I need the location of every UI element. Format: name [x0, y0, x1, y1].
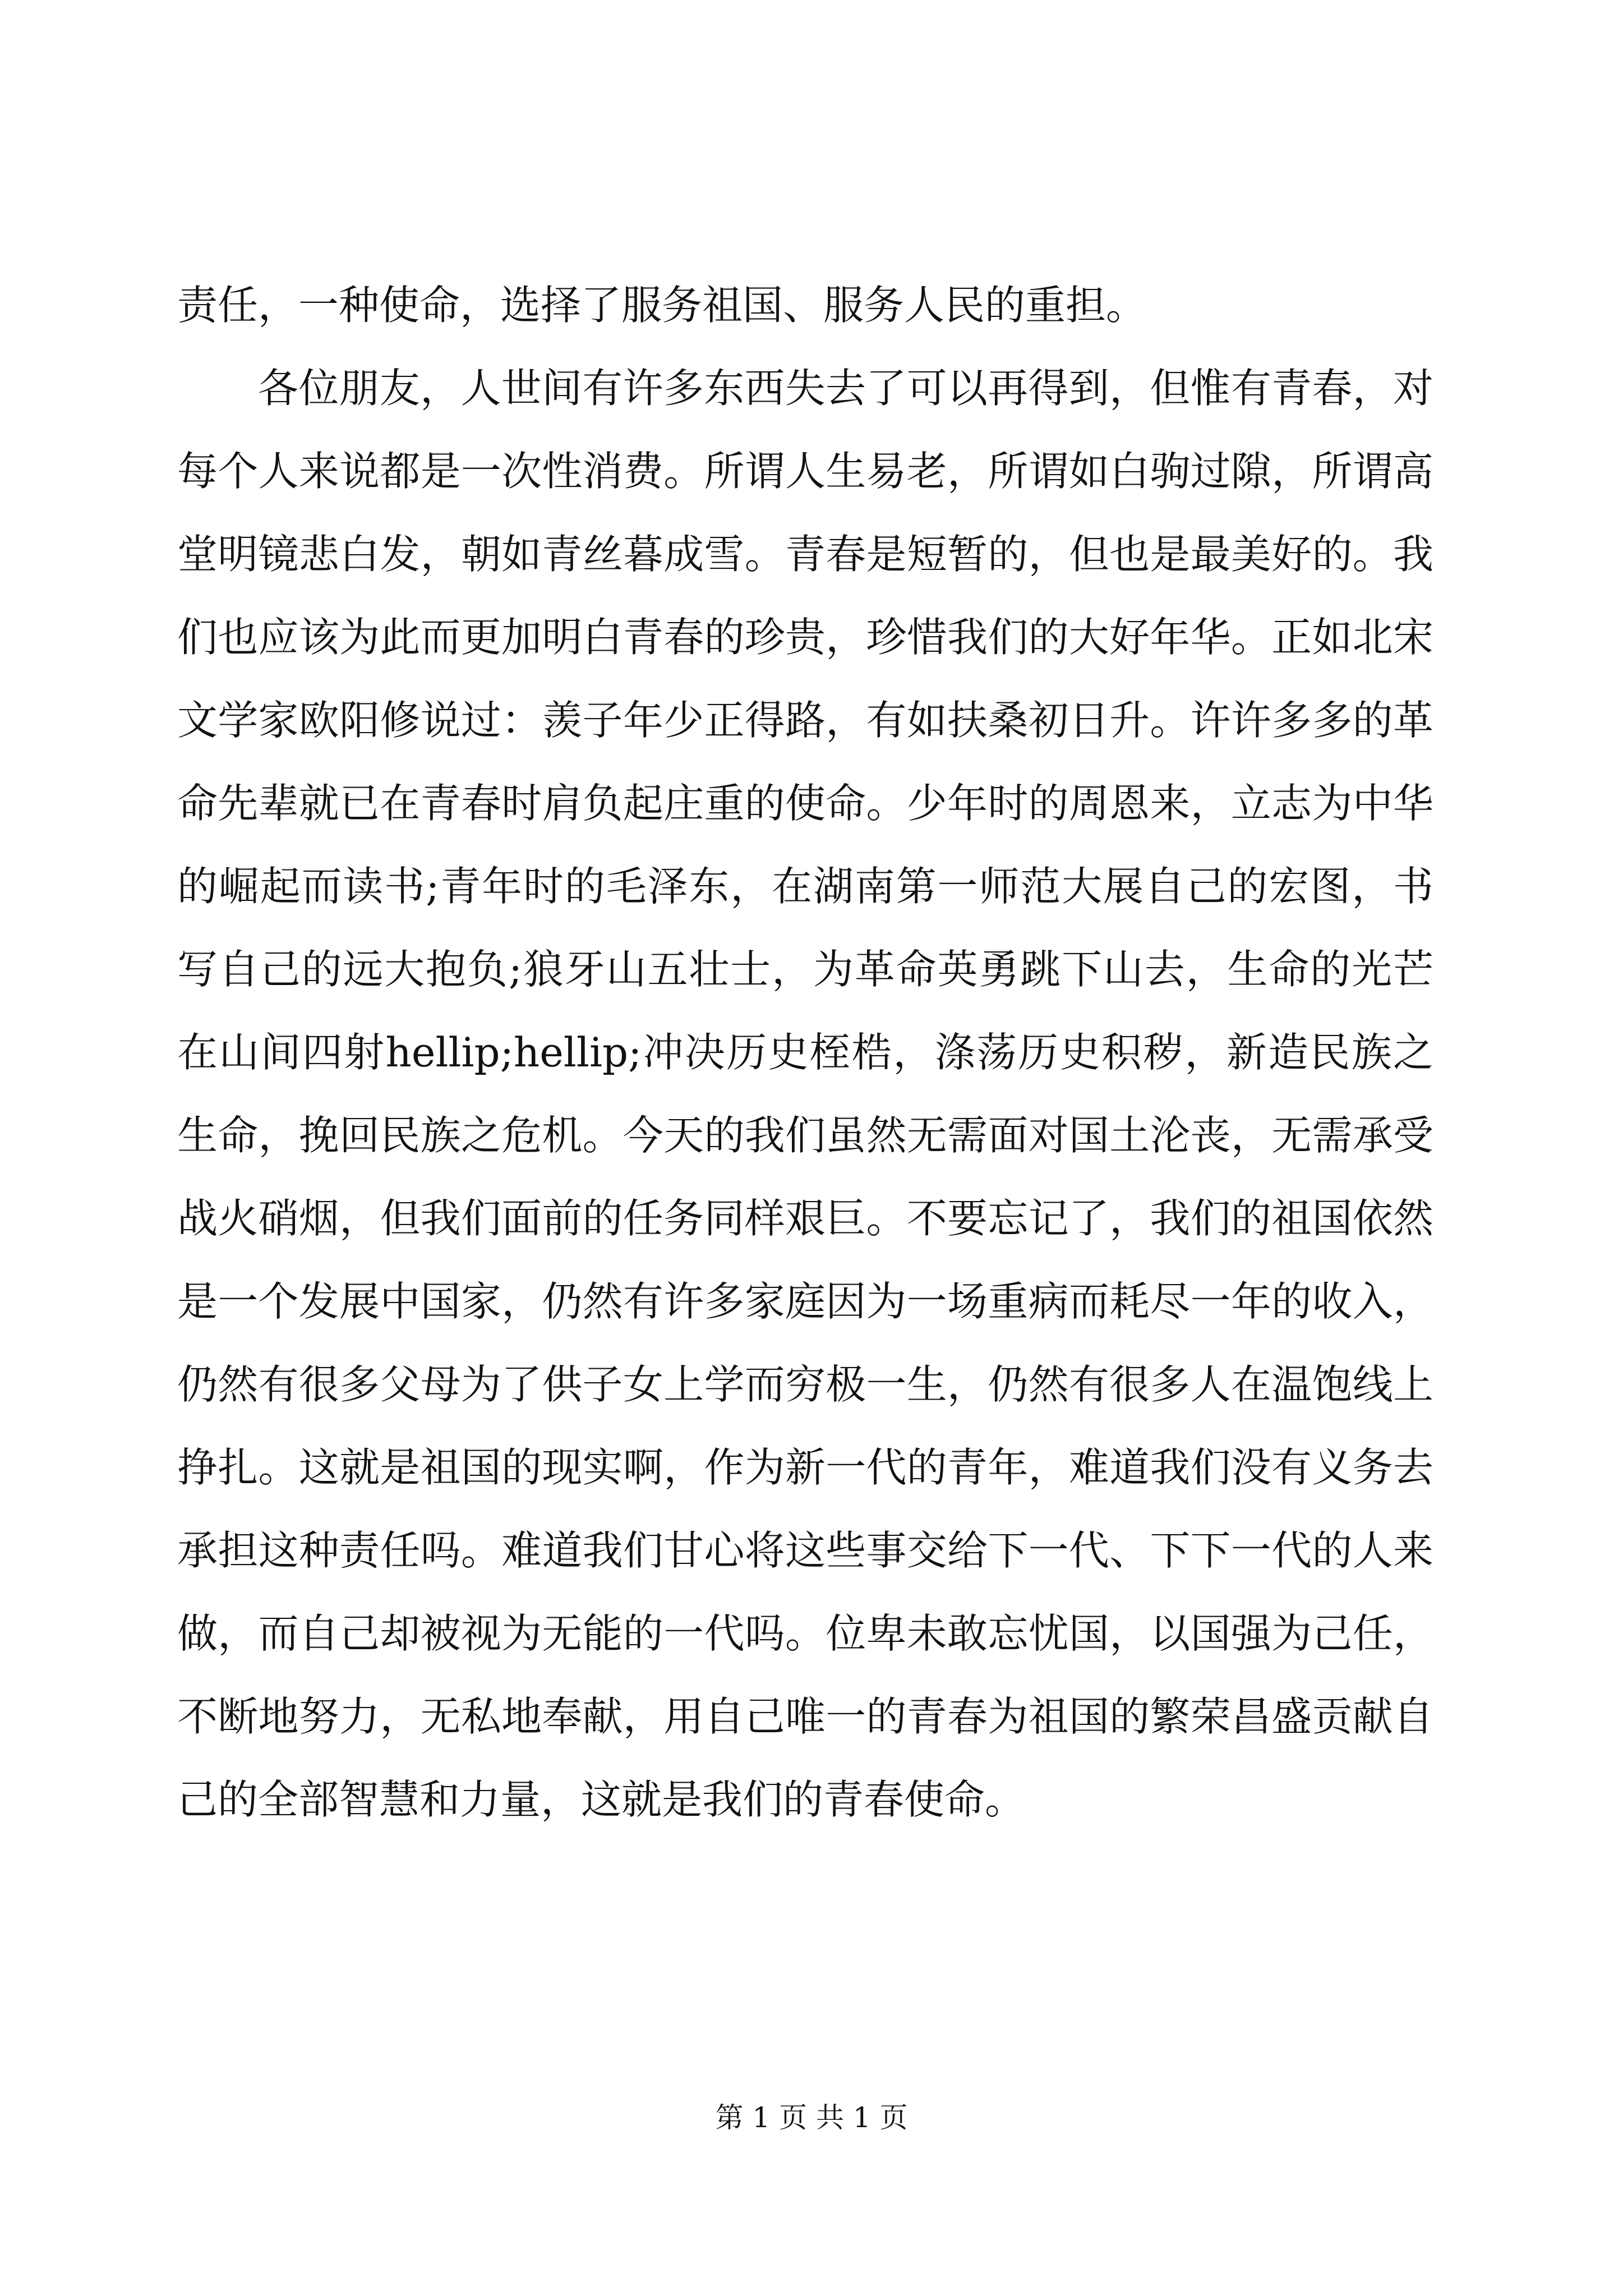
paragraph-main: 各位朋友，人世间有许多东西失去了可以再得到，但惟有青春，对每个人来说都是一次性消费。所谓人生易老，所谓如白驹过隙，所谓高堂明镜悲白发，朝如青丝暮成雪。青春是短暂的，但也是最美好的。我们也应该为此而更加明白青春的珍贵，珍惜我们的大好年华。正如北宋文学家欧阳修说过：羡子年少正得路，有如扶桑初日升。许许多多的革命先辈就已在青春时肩负起庄重的使命。少年时的周恩来，立志为中华的崛起而读书;青年时的毛泽东，在湖南第一师范大展自己的宏图，书写自己的远大抱负;狼牙山五壮士，为革命英勇跳下山去，生命的光芒在山间四射hellip;hellip;冲决历史桎梏，涤荡历史积秽，新造民族之生命，挽回民族之危机。今天的我们虽然无需面对国土沦丧，无需承受战火硝烟，但我们面前的任务同样艰巨。不要忘记了，我们的祖国依然是一个发展中国家，仍然有许多家庭因为一场重病而耗尽一年的收入，仍然有很多父母为了供子女上学而穷极一生，仍然有很多人在温饱线上挣扎。这就是祖国的现实啊，作为新一代的青年，难道我们没有义务去承担这种责任吗。难道我们甘心将这些事交给下一代、下下一代的人来做，而自己却被视为无能的一代吗。位卑未敢忘忧国，以国强为己任，不断地努力，无私地奉献，用自己唯一的青春为祖国的繁荣昌盛贡献自己的全部智慧和力量，这就是我们的青春使命。 [177, 365, 1433, 1823]
paragraph-continuation: 责任，一种使命，选择了服务祖国、服务人民的重担。 [177, 282, 1147, 329]
page-footer: 第 1 页 共 1 页 [715, 2101, 908, 2134]
document-body [177, 264, 1433, 1841]
